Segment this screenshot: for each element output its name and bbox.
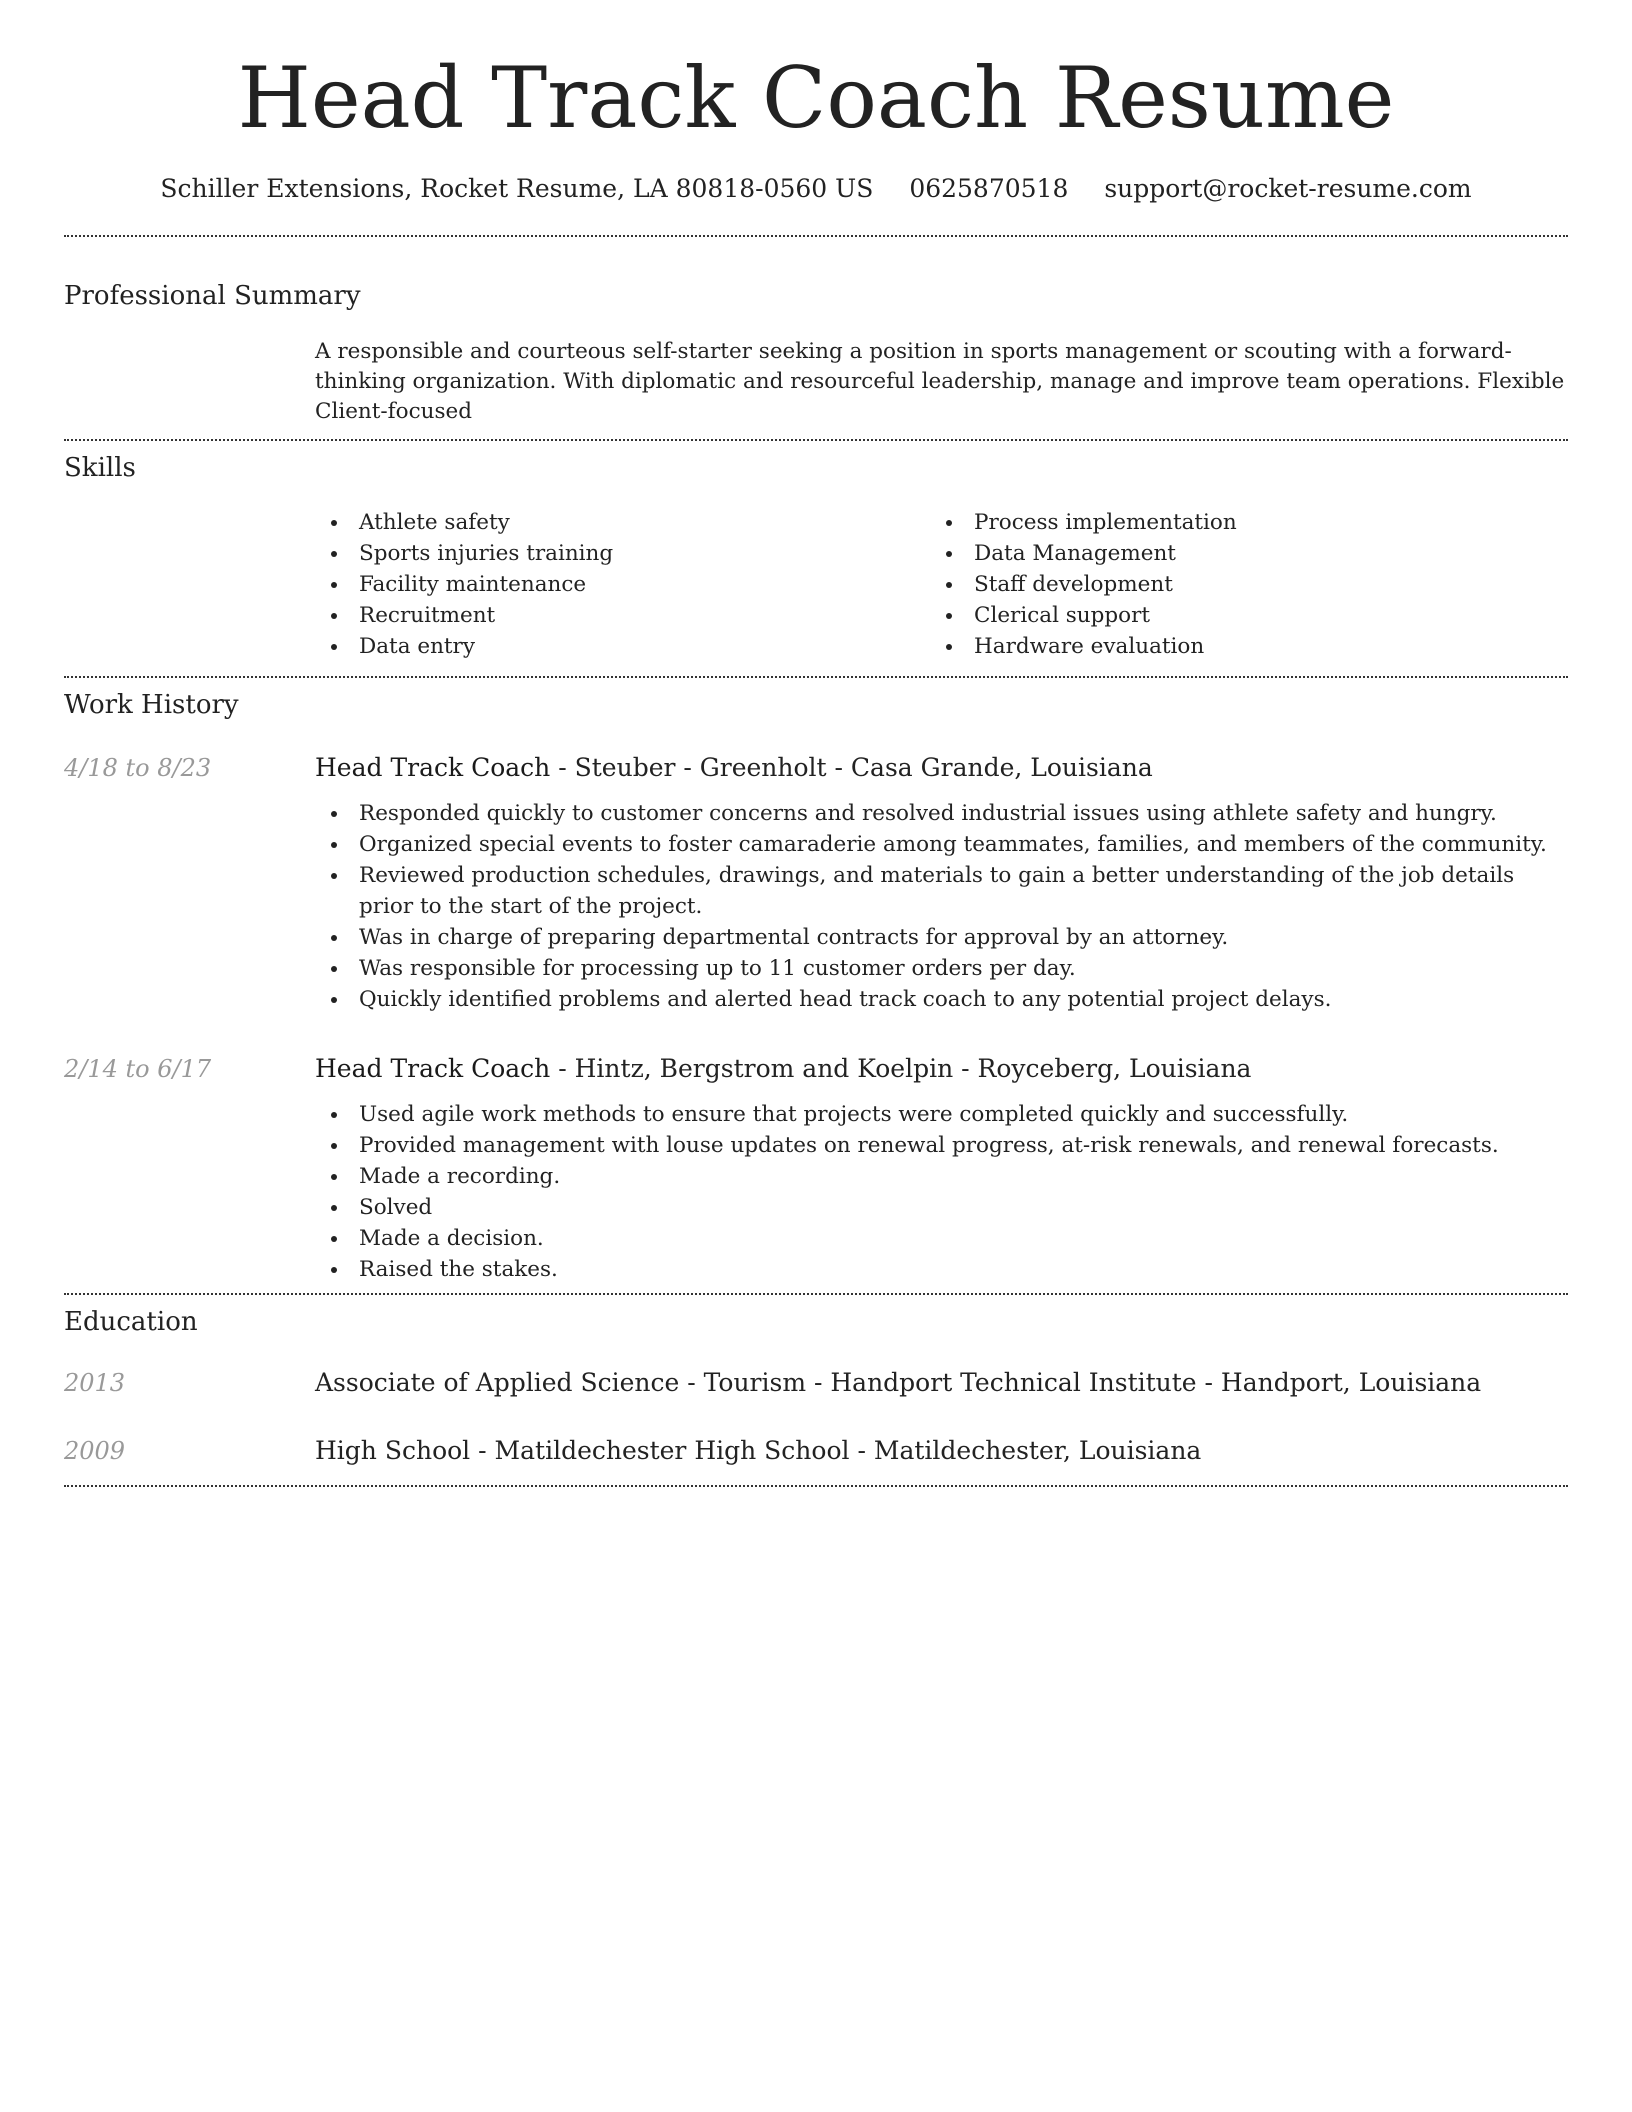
divider [64,439,1568,441]
skill-item: Clerical support [930,600,1545,631]
divider [64,676,1568,678]
job-bullet: Was responsible for processing up to 11 customer orders per day. [315,953,1568,984]
job-heading [315,1049,1568,1089]
job-dates: 2/14 to 6/17 [64,1055,212,1083]
summary-text: A responsible and courteous self-starter seeking a position in sports management or scouting with a forward-thinking organization. With diplomatic and resourceful leadership, manage and improve team operations. Flexible Client-focused [315,339,1565,424]
skills-section [64,453,1568,678]
contact-phone: 0625870518 [909,174,1069,203]
job-details: - Hintz, Bergstrom and Koelpin - Royceberg, Louisiana [550,1054,1252,1083]
skill-item: Process implementation [930,507,1545,538]
job-role: Head Track Coach [315,753,551,782]
education-entry [64,1363,1568,1403]
skills-columns [315,507,1568,662]
job-bullet: Provided management with louse updates on renewal progress, at-risk renewals, and renewal forecasts. [315,1130,1568,1161]
divider [64,1293,1568,1295]
summary-section [64,281,1568,441]
work-history-section [64,690,1568,1295]
skill-item: Staff development [930,569,1545,600]
education-entry [64,1431,1568,1471]
skill-item: Athlete safety [315,507,930,538]
skills-list-left [315,507,930,662]
job-details: - Steuber - Greenholt - Casa Grande, Louisiana [550,753,1153,782]
education-degree: Associate of Applied Science - Tourism [315,1368,807,1397]
job-bullets [315,798,1568,1015]
job-bullet: Quickly identified problems and alerted head track coach to any potential project delays. [315,984,1568,1015]
education-section [64,1307,1568,1487]
education-school: - Handport Technical Institute - Handport, Louisiana [806,1368,1482,1397]
contact-email: support@rocket-resume.com [1104,174,1472,203]
contact-address: Schiller Extensions, Rocket Resume, LA 80818-0560 US [160,174,874,203]
skill-item: Data Management [930,538,1545,569]
job-bullet: Organized special events to foster camaraderie among teammates, families, and members of the community. [315,829,1568,860]
job-bullet: Was in charge of preparing departmental contracts for approval by an attorney. [315,922,1568,953]
job-heading [315,748,1568,788]
education-details [315,1431,1201,1471]
work-history-heading: Work History [64,690,239,720]
divider [64,1485,1568,1487]
skill-item: Sports injuries training [315,538,930,569]
contact-line [64,174,1568,203]
job-role: Head Track Coach [315,1054,551,1083]
skill-item: Recruitment [315,600,930,631]
job-bullet: Reviewed production schedules, drawings, and materials to gain a better understanding of the job details prior to the start of the project. [315,860,1568,922]
job-bullets [315,1099,1568,1285]
job-bullet: Responded quickly to customer concerns and resolved industrial issues using athlete safety and hungry. [315,798,1568,829]
education-heading: Education [64,1307,198,1337]
job-bullet: Raised the stakes. [315,1254,1568,1285]
summary-heading: Professional Summary [64,281,361,311]
skill-item: Hardware evaluation [930,631,1545,662]
job-entry [64,1049,1568,1285]
job-bullet: Made a decision. [315,1223,1568,1254]
job-entry [64,748,1568,1015]
skills-heading: Skills [64,453,136,483]
job-bullet: Used agile work methods to ensure that projects were completed quickly and successfully. [315,1099,1568,1130]
job-dates: 4/18 to 8/23 [64,754,212,782]
education-school: - Matildechester High School - Matildechester, Louisiana [470,1436,1202,1465]
education-year: 2009 [64,1437,126,1465]
education-degree: High School [315,1436,471,1465]
education-year: 2013 [64,1369,126,1397]
skills-list-right [930,507,1545,662]
resume-title: Head Track Coach Resume [237,49,1395,147]
skill-item: Data entry [315,631,930,662]
skill-item: Facility maintenance [315,569,930,600]
education-details [315,1363,1481,1403]
job-bullet: Solved [315,1192,1568,1223]
divider [64,235,1568,237]
job-bullet: Made a recording. [315,1161,1568,1192]
resume-page [64,0,1568,1487]
